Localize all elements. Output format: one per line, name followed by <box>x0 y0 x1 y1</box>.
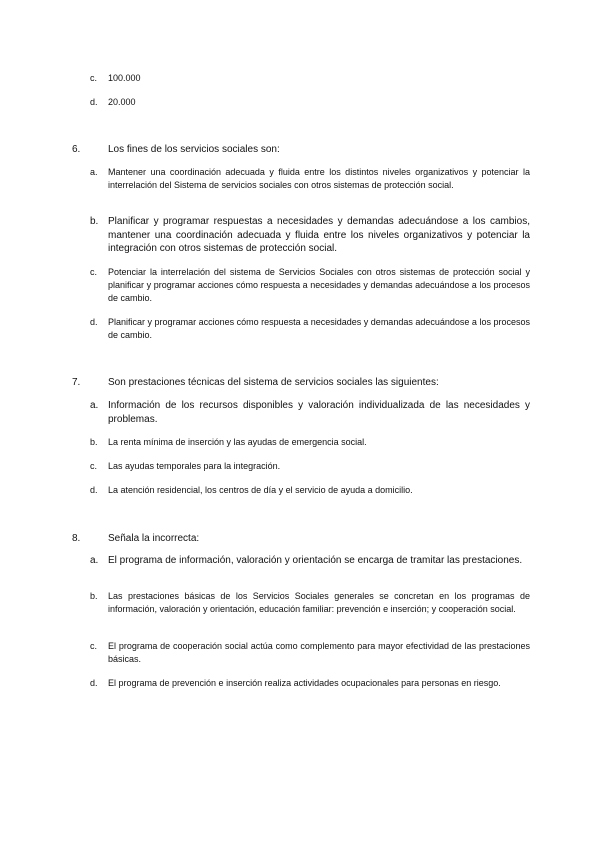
q6-option-a <box>90 166 530 192</box>
option-text: El programa de cooperación social actúa como complemento para mayor efectividad de las prestaciones básicas. <box>108 641 530 664</box>
q6-option-b <box>90 215 530 256</box>
option-text: Las ayudas temporales para la integración. <box>108 461 281 471</box>
question-7 <box>72 376 532 390</box>
option-letter: c. <box>90 73 98 83</box>
q8-option-c <box>90 640 530 666</box>
option-letter: d. <box>90 97 98 107</box>
option-letter: c. <box>90 641 98 651</box>
question-text: Los fines de los servicios sociales son: <box>108 144 280 155</box>
option-letter: b. <box>90 437 98 447</box>
question-8 <box>72 532 532 546</box>
question-number: 6. <box>72 144 81 155</box>
option-text: Planificar y programar acciones cómo respuesta a necesidades y demandas adecuándose a los procesos de cambio. <box>108 317 530 340</box>
question-6 <box>72 143 532 157</box>
option-letter: c. <box>90 461 98 471</box>
option-letter: c. <box>90 267 98 277</box>
q6-option-c <box>90 266 530 305</box>
q7-option-a <box>90 399 530 426</box>
option-letter: b. <box>90 216 99 227</box>
q8-option-a <box>90 554 530 568</box>
option-text: Las prestaciones básicas de los Servicios Sociales generales se concretan en los programas de información, valoración y orientación, educación familiar: prevención e inserción; y cooperación social. <box>108 591 530 614</box>
question-text: Son prestaciones técnicas del sistema de servicios sociales las siguientes: <box>108 377 439 388</box>
q8-option-b <box>90 590 530 616</box>
option-text: 100.000 <box>108 73 141 83</box>
question-number: 8. <box>72 533 81 544</box>
option-letter: d. <box>90 485 98 495</box>
q8-option-d <box>90 677 530 690</box>
option-letter: d. <box>90 317 98 327</box>
option-text: Potenciar la interrelación del sistema de Servicios Sociales con otros sistemas de protección social y planificar y programar acciones cómo respuesta a necesidades y demandas adecuándose a los procesos de cambio. <box>108 267 530 303</box>
q7-option-c <box>90 460 530 473</box>
option-letter: d. <box>90 678 98 688</box>
prev-option-d <box>90 96 530 109</box>
option-text: El programa de prevención e inserción realiza actividades ocupacionales para personas en riesgo. <box>108 678 501 688</box>
question-number: 7. <box>72 377 81 388</box>
option-text: Mantener una coordinación adecuada y fluida entre los distintos niveles organizativos y potenciar la interrelación del Sistema de servicios sociales con otros sistemas de protección social. <box>108 167 530 190</box>
option-text: La renta mínima de inserción y las ayudas de emergencia social. <box>108 437 367 447</box>
option-text: Información de los recursos disponibles y valoración individualizada de las necesidades y problemas. <box>108 400 530 425</box>
option-letter: b. <box>90 591 98 601</box>
option-text: El programa de información, valoración y orientación se encarga de tramitar las prestaciones. <box>108 555 523 566</box>
option-letter: a. <box>90 167 98 177</box>
option-text: Planificar y programar respuestas a necesidades y demandas adecuándose a los cambios, mantener una coordinación adecuada y fluida entre los niveles organizativos y potenciar la integración con otros sistemas de protección social. <box>108 216 530 254</box>
q6-option-d <box>90 316 530 342</box>
q7-option-b <box>90 436 530 449</box>
q7-option-d <box>90 484 530 497</box>
question-text: Señala la incorrecta: <box>108 533 200 544</box>
option-text: 20.000 <box>108 97 136 107</box>
option-letter: a. <box>90 400 99 411</box>
prev-option-c <box>90 72 530 85</box>
option-text: La atención residencial, los centros de día y el servicio de ayuda a domicilio. <box>108 485 413 495</box>
option-letter: a. <box>90 555 99 566</box>
